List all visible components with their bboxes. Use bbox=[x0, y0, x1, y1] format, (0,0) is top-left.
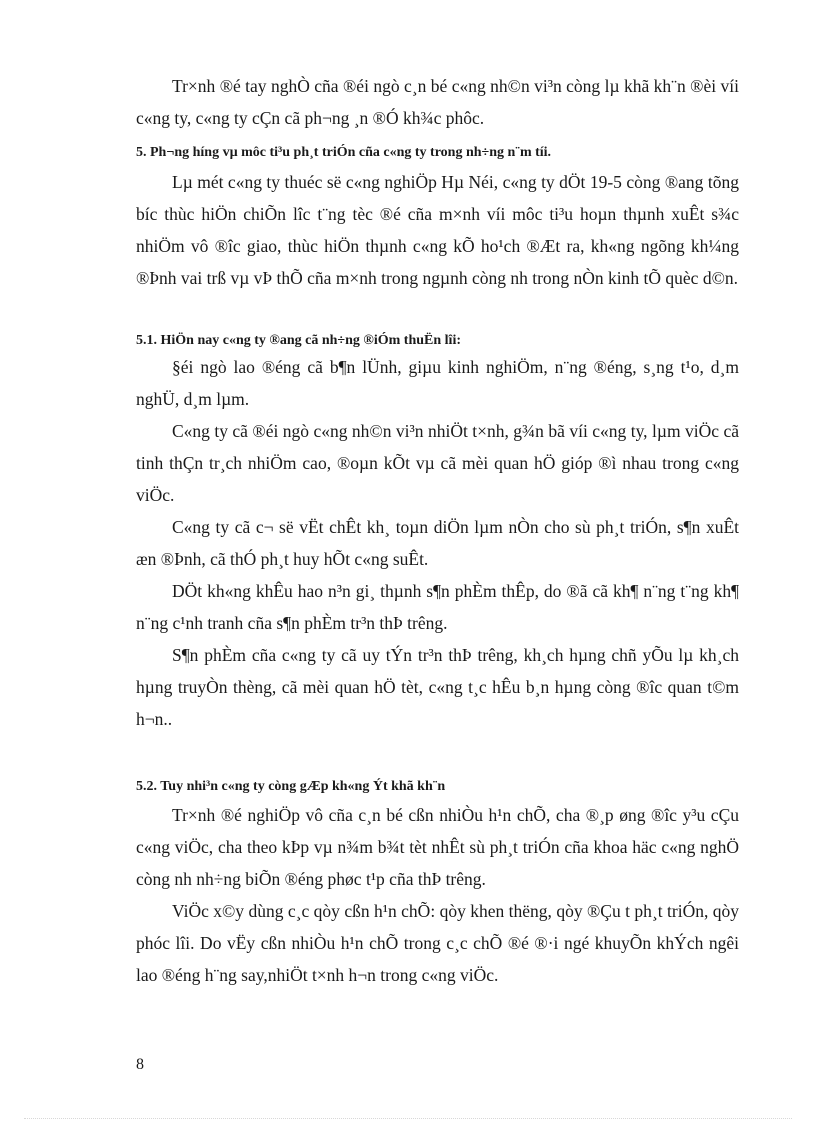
heading-section-5-1: 5.1. HiÖn nay c«ng ty ®ang cã nh÷ng ®iÓm thuËn lîi: bbox=[136, 333, 461, 348]
heading-section-5-2: 5.2. Tuy nhi³n c«ng ty còng gÆp kh«ng Ýt khã kh¨n bbox=[136, 779, 446, 794]
paragraph-company-intro: Lµ mét c«ng ty thuéc së c«ng nghiÖp Hµ Néi, c«ng ty dÖt 19-5 còng ®ang tõng bíc thùc hiÖn chiÕn lîc t¨ng tèc ®é cña m×nh víi môc ti³u hoµn thµnh xuÊt s¾c nhiÖm vô ®îc giao, thùc hiÖn thµnh c«ng kÕ ho¹ch ®Æt ra, kh«ng ngõng kh¼ng ®Þnh vai trß vµ vÞ thÕ cña m×nh trong ngµnh còng nh trong nÒn kinh tÕ quèc d©n. bbox=[136, 172, 739, 288]
paragraph-facilities: C«ng ty cã c¬ së vËt chÊt kh¸ toµn diÖn lµm nÒn cho sù ph¸t triÓn, s¶n xuÊt æn ®Þnh, cã thÓ ph¸t huy hÕt c«ng suÊt. bbox=[136, 517, 739, 569]
page-bottom-divider bbox=[24, 1118, 792, 1119]
paragraph-staff: C«ng ty cã ®éi ngò c«ng nh©n vi³n nhiÖt t×nh, g¾n bã víi c«ng ty, lµm viÖc cã tinh thÇn tr¸ch nhiÖm cao, ®oµn kÕt vµ cã mèi quan hÖ gióp ®ì nhau trong c«ng viÖc. bbox=[136, 421, 739, 505]
paragraph-staff-limits: Tr×nh ®é nghiÖp vô cña c¸n bé cßn nhiÒu h¹n chÕ, cha ®¸p øng ®îc y³u cÇu c«ng viÖc, cha theo kÞp vµ n¾m b¾t tèt nhÊt sù ph¸t triÓn cña khoa häc c«ng nghÖ còng nh nh÷ng biÕn ®éng phøc t¹p cña thÞ trêng. bbox=[136, 805, 739, 889]
paragraph-products: S¶n phÈm cña c«ng ty cã uy tÝn tr³n thÞ trêng, kh¸ch hµng chñ yÕu lµ kh¸ch hµng truyÒn thèng, cã mèi quan hÖ tèt, c«ng t¸c hÊu b¸n hµng còng ®îc quan t©m h¬n.. bbox=[136, 645, 739, 729]
paragraph-cost: DÖt kh«ng khÊu hao n³n gi¸ thµnh s¶n phÈm thÊp, do ®ã cã kh¶ n¨ng t¨ng kh¶ n¨ng c¹nh tranh cña s¶n phÈm tr³n thÞ trêng. bbox=[136, 581, 739, 633]
paragraph-funds: ViÖc x©y dùng c¸c qòy cßn h¹n chÕ: qòy khen thëng, qòy ®Çu t ph¸t triÓn, qòy phóc lîi. Do vËy cßn nhiÒu h¹n chÕ trong c¸c chÕ ®é ®·i ngé khuyÕn khÝch ngêi lao ®éng h¨ng say,nhiÖt t×nh h¬n trong c«ng viÖc. bbox=[136, 901, 739, 985]
heading-section-5: 5. Ph¬ng híng vµ môc ti³u ph¸t triÓn cña c«ng ty trong nh÷ng n¨m tíi. bbox=[136, 145, 552, 160]
paragraph-workforce: §éi ngò lao ®éng cã b¶n lÜnh, giµu kinh nghiÖm, n¨ng ®éng, s¸ng t¹o, d¸m nghÜ, d¸m lµm. bbox=[136, 357, 739, 409]
paragraph-skill-level: Tr×nh ®é tay nghÒ cña ®éi ngò c¸n bé c«ng nh©n vi³n còng lµ khã kh¨n ®èi víi c«ng ty, c«ng ty cÇn cã ph¬ng ¸n ®Ó kh¾c phôc. bbox=[136, 76, 739, 128]
page-number: 8 bbox=[136, 1056, 144, 1073]
